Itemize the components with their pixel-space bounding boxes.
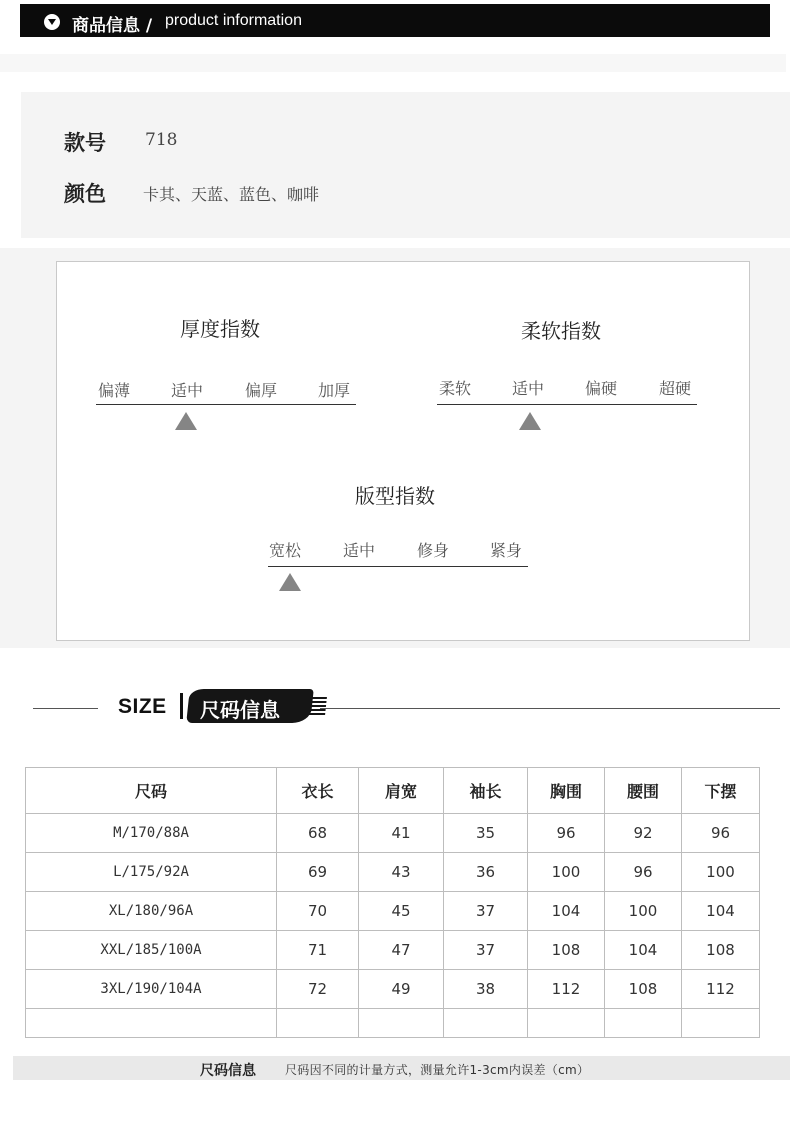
- color-value: 卡其、天蓝、蓝色、咖啡: [143, 185, 320, 204]
- table-cell: 104: [528, 892, 605, 931]
- table-cell: 70: [277, 892, 359, 931]
- table-header-row: [26, 768, 760, 814]
- table-row: [26, 892, 760, 931]
- fit-index-title: 版型指数: [355, 484, 435, 508]
- table-cell: [528, 1009, 605, 1038]
- table-cell: [26, 1009, 277, 1038]
- table-cell: 112: [682, 970, 760, 1009]
- table-cell: 108: [682, 931, 760, 970]
- header-title-cn: 商品信息 /: [72, 16, 153, 36]
- table-header-cell: 袖长: [444, 768, 528, 814]
- fit-option: 宽松: [269, 541, 302, 560]
- size-note-text: 尺码因不同的计量方式，测量允许1-3cm内误差（cm）: [285, 1063, 590, 1077]
- table-cell: 71: [277, 931, 359, 970]
- heart-down-icon: [44, 14, 60, 30]
- fit-marker-icon: [279, 573, 301, 591]
- table-header-cell: 衣长: [277, 768, 359, 814]
- softness-option: 柔软: [439, 379, 472, 398]
- size-rule-left: [33, 708, 98, 709]
- table-header-cell: 下摆: [682, 768, 760, 814]
- index-panel: [56, 261, 750, 641]
- softness-option: 适中: [512, 379, 545, 398]
- table-cell: 49: [359, 970, 444, 1009]
- thickness-marker-icon: [175, 412, 197, 430]
- table-header-cell: 尺码: [26, 768, 277, 814]
- softness-option: 偏硬: [585, 379, 618, 398]
- table-cell: [444, 1009, 528, 1038]
- style-number-label: 款号: [64, 131, 106, 155]
- table-row: [26, 814, 760, 853]
- table-header-cell: 腰围: [605, 768, 682, 814]
- table-row: [26, 931, 760, 970]
- table-cell: 104: [682, 892, 760, 931]
- table-cell: 68: [277, 814, 359, 853]
- size-chart-table: [25, 767, 760, 1038]
- table-cell: 3XL/190/104A: [26, 970, 277, 1009]
- thickness-scale-line: [96, 404, 356, 405]
- table-cell: 100: [682, 853, 760, 892]
- table-cell: 100: [528, 853, 605, 892]
- header-title-en: product information: [165, 12, 302, 29]
- table-cell: 100: [605, 892, 682, 931]
- softness-option: 超硬: [659, 379, 692, 398]
- fit-scale-line: [268, 566, 528, 567]
- thickness-option: 加厚: [318, 381, 351, 400]
- table-cell: 35: [444, 814, 528, 853]
- table-cell: 104: [605, 931, 682, 970]
- fit-option: 修身: [417, 541, 450, 560]
- fit-option: 紧身: [490, 541, 523, 560]
- table-cell: 37: [444, 892, 528, 931]
- table-cell: 92: [605, 814, 682, 853]
- table-cell: 36: [444, 853, 528, 892]
- softness-index-title: 柔软指数: [521, 319, 601, 343]
- table-header-cell: 肩宽: [359, 768, 444, 814]
- thickness-option: 适中: [171, 381, 204, 400]
- table-cell: 69: [277, 853, 359, 892]
- table-header-cell: 胸围: [528, 768, 605, 814]
- table-cell: 43: [359, 853, 444, 892]
- table-cell: 72: [277, 970, 359, 1009]
- softness-marker-icon: [519, 412, 541, 430]
- size-rule-right: [320, 708, 780, 709]
- thickness-option: 偏薄: [98, 381, 131, 400]
- size-title-cn: 尺码信息: [200, 698, 280, 722]
- table-cell: 96: [605, 853, 682, 892]
- table-row: [26, 1009, 760, 1038]
- table-cell: 37: [444, 931, 528, 970]
- table-cell: 96: [682, 814, 760, 853]
- table-cell: 96: [528, 814, 605, 853]
- table-cell: 108: [528, 931, 605, 970]
- product-info-panel: [21, 92, 790, 238]
- size-title-en: SIZE: [118, 695, 167, 718]
- table-cell: XL/180/96A: [26, 892, 277, 931]
- style-number-value: 718: [145, 130, 178, 150]
- thickness-option: 偏厚: [245, 381, 278, 400]
- product-info-header: [20, 4, 770, 37]
- size-title-separator: [180, 693, 183, 719]
- color-label: 颜色: [64, 182, 106, 206]
- table-cell: M/170/88A: [26, 814, 277, 853]
- fit-option: 适中: [343, 541, 376, 560]
- table-cell: [359, 1009, 444, 1038]
- table-cell: 41: [359, 814, 444, 853]
- table-cell: 108: [605, 970, 682, 1009]
- table-row: [26, 970, 760, 1009]
- table-cell: 38: [444, 970, 528, 1009]
- size-note-label: 尺码信息: [200, 1063, 256, 1079]
- thickness-index-title: 厚度指数: [180, 317, 260, 341]
- table-cell: [605, 1009, 682, 1038]
- table-cell: L/175/92A: [26, 853, 277, 892]
- table-cell: [277, 1009, 359, 1038]
- table-cell: 112: [528, 970, 605, 1009]
- table-cell: XXL/185/100A: [26, 931, 277, 970]
- divider-strip: [0, 54, 786, 72]
- softness-scale-line: [437, 404, 697, 405]
- table-cell: 45: [359, 892, 444, 931]
- table-cell: 47: [359, 931, 444, 970]
- table-cell: [682, 1009, 760, 1038]
- table-row: [26, 853, 760, 892]
